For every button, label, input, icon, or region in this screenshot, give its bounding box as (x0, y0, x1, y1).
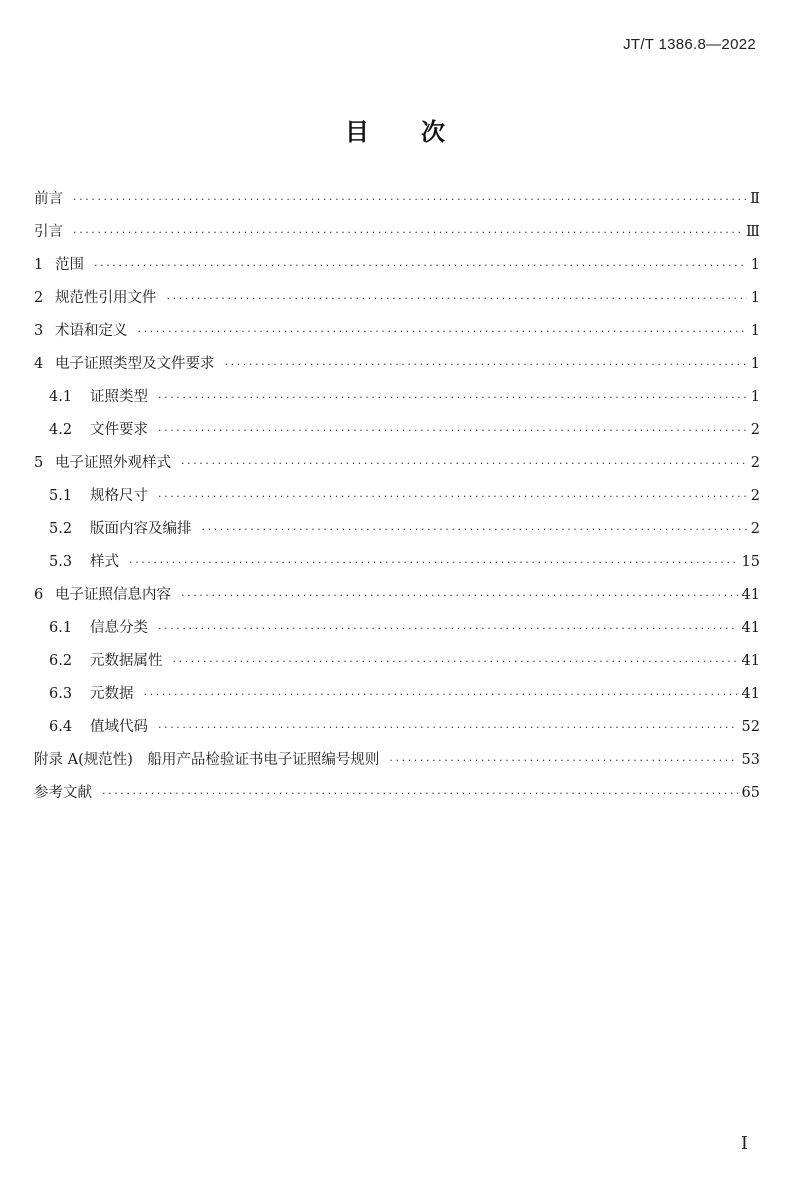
toc-entry[interactable] (34, 612, 760, 645)
toc-entry[interactable] (34, 744, 760, 777)
toc-entry-label: 电子证照类型及文件要求 (55, 356, 215, 372)
dot-leader (158, 414, 747, 447)
dot-leader (144, 678, 738, 711)
toc-entry-label: 规格尺寸 (90, 488, 148, 504)
toc-entry[interactable] (34, 183, 760, 216)
toc-entry-page: 1 (750, 389, 760, 405)
toc-entry-page: Ⅲ (746, 224, 760, 240)
dot-leader (102, 777, 738, 810)
toc-entry-page: 2 (750, 422, 760, 438)
toc-entry[interactable] (34, 777, 760, 810)
toc-entry-number: 4.2 (49, 422, 73, 438)
page-title (0, 112, 790, 147)
toc-entry-number: 3 (34, 323, 44, 339)
toc-entry[interactable] (34, 381, 760, 414)
toc-entry-page: 41 (741, 653, 760, 669)
toc-entry-label: 范围 (55, 257, 84, 273)
dot-leader (73, 183, 746, 216)
toc-entry[interactable] (34, 711, 760, 744)
toc-entry-page: 41 (741, 587, 760, 603)
toc-entry[interactable] (34, 216, 760, 249)
toc-entry-label: 前言 (34, 191, 63, 207)
dot-leader (129, 546, 738, 579)
toc-entry[interactable] (34, 579, 760, 612)
toc-entry-label: 参考文献 (34, 785, 92, 801)
toc-entry[interactable] (34, 678, 760, 711)
toc-entry-page: 53 (741, 752, 760, 768)
toc-entry-label: 电子证照外观样式 (55, 455, 171, 471)
toc-entry[interactable] (34, 546, 760, 579)
toc-entry-page: 15 (741, 554, 760, 570)
toc-entry[interactable] (34, 513, 760, 546)
toc-entry-number: 5.1 (49, 488, 73, 504)
toc-entry[interactable] (34, 348, 760, 381)
toc-entry-number: 1 (34, 257, 44, 273)
toc-entry-page: 52 (741, 719, 760, 735)
toc-entry-number: 5.2 (49, 521, 73, 537)
dot-leader (94, 249, 747, 282)
toc-entry-label: 文件要求 (90, 422, 148, 438)
toc-entry-label: 版面内容及编排 (90, 521, 192, 537)
toc-entry[interactable] (34, 645, 760, 678)
toc-entry[interactable] (34, 315, 760, 348)
toc-entry-page: 1 (750, 290, 760, 306)
toc-entry-label: 信息分类 (90, 620, 148, 636)
title-char-1: 目 (345, 118, 369, 146)
toc-entry-page: Ⅱ (750, 191, 760, 207)
toc-entry-page: 2 (750, 455, 760, 471)
toc-entry-page: 1 (750, 257, 760, 273)
dot-leader (389, 744, 737, 777)
toc-entry-label: 附录 A(规范性) 船用产品检验证书电子证照编号规则 (34, 752, 380, 768)
toc-entry[interactable] (34, 249, 760, 282)
dot-leader (173, 645, 738, 678)
dot-leader (202, 513, 747, 546)
toc-entry-label: 证照类型 (90, 389, 148, 405)
toc-entry-page: 65 (741, 785, 760, 801)
dot-leader (225, 348, 747, 381)
toc-entry-number: 6.4 (49, 719, 73, 735)
toc-entry-number: 4 (34, 356, 44, 372)
toc-entry-number: 4.1 (49, 389, 73, 405)
toc-entry-label: 元数据属性 (90, 653, 163, 669)
dot-leader (138, 315, 747, 348)
dot-leader (181, 579, 738, 612)
toc-entry-number: 6.1 (49, 620, 73, 636)
toc-entry-label: 值域代码 (90, 719, 148, 735)
title-char-2: 次 (421, 118, 445, 146)
toc-entry-number: 2 (34, 290, 44, 306)
toc-entry-number: 6.3 (49, 686, 73, 702)
toc-entry-page: 1 (750, 323, 760, 339)
toc-entry[interactable] (34, 480, 760, 513)
toc-entry[interactable] (34, 447, 760, 480)
toc-entry-number: 6.2 (49, 653, 73, 669)
toc-entry-number: 5.3 (49, 554, 73, 570)
toc-entry[interactable] (34, 282, 760, 315)
dot-leader (181, 447, 747, 480)
standard-code: JT/T 1386.8—2022 (623, 36, 756, 53)
toc-entry-page: 41 (741, 686, 760, 702)
dot-leader (158, 480, 747, 513)
dot-leader (158, 381, 747, 414)
dot-leader (167, 282, 747, 315)
toc-entry-number: 5 (34, 455, 44, 471)
toc-entry-page: 2 (750, 488, 760, 504)
dot-leader (158, 711, 738, 744)
toc-entry-label: 元数据 (90, 686, 134, 702)
toc-entry-label: 电子证照信息内容 (55, 587, 171, 603)
toc-entry-number: 6 (34, 587, 44, 603)
page-number: I (740, 1133, 748, 1154)
dot-leader (158, 612, 738, 645)
toc-entry[interactable] (34, 414, 760, 447)
toc-entry-page: 41 (741, 620, 760, 636)
toc-entry-page: 2 (750, 521, 760, 537)
toc-entry-label: 样式 (90, 554, 119, 570)
toc-entry-label: 术语和定义 (55, 323, 128, 339)
toc-entry-label: 引言 (34, 224, 63, 240)
table-of-contents (34, 183, 760, 810)
toc-entry-label: 规范性引用文件 (55, 290, 157, 306)
toc-entry-page: 1 (750, 356, 760, 372)
dot-leader (73, 216, 742, 249)
